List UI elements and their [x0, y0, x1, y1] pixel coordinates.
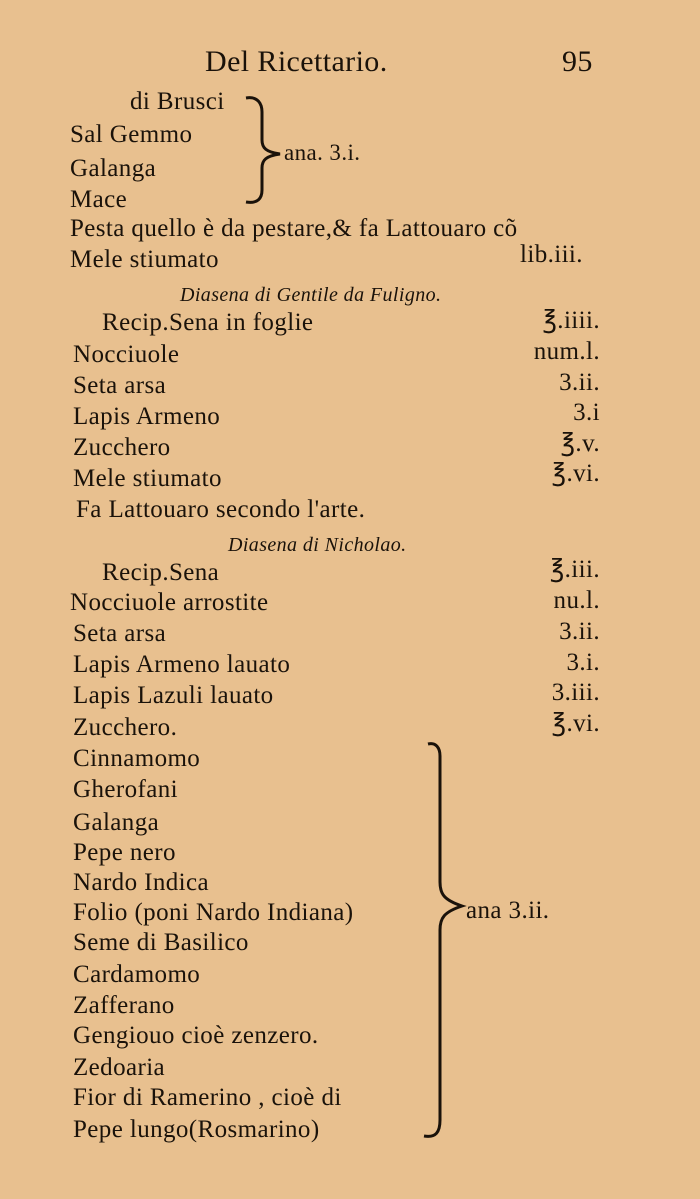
ingredient-name: Zucchero.: [73, 714, 178, 741]
ingredient-name: Nocciuole arrostite: [70, 589, 269, 616]
ingredient-dose: num.l.: [533, 338, 600, 365]
recipe-title: Diasena di Gentile da Fuligno.: [180, 284, 442, 306]
group-dose: ana 3.ii.: [466, 897, 550, 924]
ingredient-name: Recip.Sena in foglie: [102, 309, 314, 336]
ingredient-name: Mele stiumato: [73, 465, 222, 492]
ingredient-dose: nu.l.: [553, 587, 600, 614]
ingredient-name: Zucchero: [73, 434, 171, 461]
ingredient-dose: 3.iii.: [551, 679, 600, 706]
ingredient-name: Seta arsa: [73, 372, 167, 399]
instruction-line: Pesta quello è da pestare,& fa Lattouaro cõ: [70, 215, 518, 242]
ingredient-dose: lib.iii.: [520, 241, 583, 268]
ingredient-name: Folio (poni Nardo Indiana): [73, 899, 354, 926]
ingredient-name: Galanga: [73, 809, 160, 836]
ingredient-name: Zafferano: [73, 992, 175, 1019]
ingredient-name: Mele stiumato: [70, 246, 219, 273]
ingredient-dose: ℥.iii.: [549, 556, 600, 583]
ingredient-name: Cardamomo: [73, 961, 201, 988]
ingredient-dose: ℥.v.: [560, 430, 600, 457]
ingredient-name: Gherofani: [73, 776, 178, 803]
group-dose: ana. 3.i.: [284, 140, 361, 165]
ingredient-dose: ℥.vi.: [551, 460, 600, 487]
recipe-title: Diasena di Nicholao.: [228, 534, 407, 556]
page-title: Del Ricettario.: [205, 45, 388, 78]
ingredient-name: Zedoaria: [73, 1054, 166, 1081]
ingredient-name: Seme di Basilico: [73, 929, 249, 956]
ingredient-name: Sal Gemmo: [70, 121, 193, 148]
ingredient-name: Seta arsa: [73, 620, 167, 647]
ingredient-name: Lapis Lazuli lauato: [73, 682, 274, 709]
ingredient-name: di Brusci: [130, 88, 225, 115]
ingredient-dose: ℥.iiii.: [542, 307, 600, 334]
ingredient-name: Lapis Armeno lauato: [73, 651, 291, 678]
ingredient-name: Gengiouo cioè zenzero.: [73, 1022, 319, 1049]
ingredient-name: Cinnamomo: [73, 745, 201, 772]
ingredient-name: Galanga: [70, 155, 157, 182]
ingredient-name: Recip.Sena: [102, 559, 220, 586]
ingredient-dose: 3.i.: [566, 649, 600, 676]
ingredient-name: Nardo Indica: [73, 869, 209, 896]
ingredient-name: Fior di Ramerino , cioè di: [73, 1084, 342, 1111]
brace-group1: [246, 98, 280, 203]
ingredient-name: Nocciuole: [73, 341, 180, 368]
ingredient-name: Pepe lungo(Rosmarino): [73, 1116, 320, 1143]
page-number: 95: [562, 45, 593, 78]
instruction-line: Fa Lattouaro secondo l'arte.: [76, 496, 366, 523]
ingredient-name: Lapis Armeno: [73, 403, 221, 430]
ingredient-name: Pepe nero: [73, 839, 176, 866]
ingredient-dose: 3.ii.: [559, 618, 600, 645]
ingredient-dose: 3.i: [573, 399, 600, 426]
brace-group2: [424, 744, 462, 1137]
ingredient-dose: ℥.vi.: [551, 710, 600, 737]
ingredient-dose: 3.ii.: [559, 369, 600, 396]
ingredient-name: Mace: [70, 186, 128, 213]
